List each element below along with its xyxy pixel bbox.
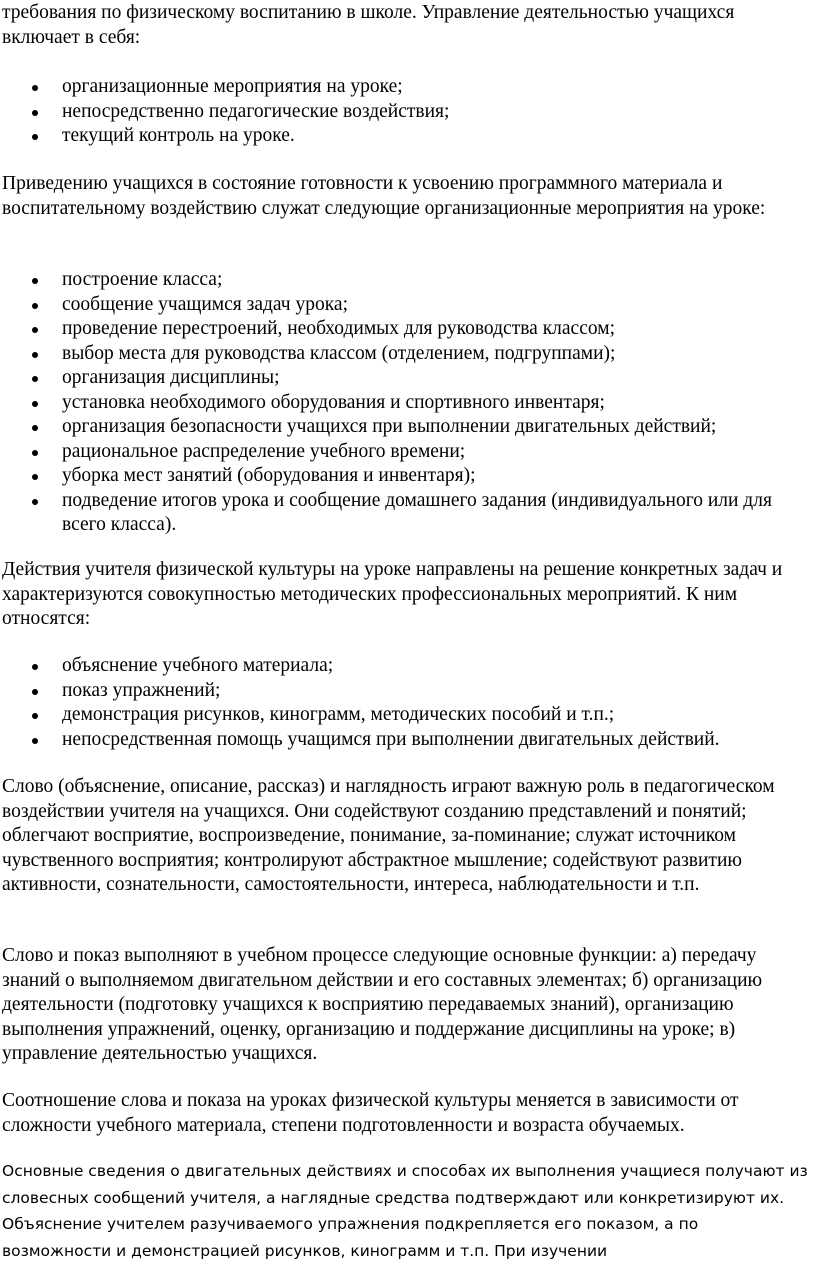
- list-item: сообщение учащимся задач урока;: [2, 293, 808, 318]
- list-item: организационные мероприятия на уроке;: [2, 75, 808, 100]
- teacher-actions-block: [2, 558, 808, 632]
- paragraph-functions: Слово и показ выполняют в учебном процессе следующие основные функции: а) передачу знаний о выполняемом двигательном действии и его составных элементах; б) организацию деятельности (подготовку учащихся к восприятию передаваемых знаний), организацию выполнения упражнений, оценку, организацию и поддержание дисциплины на уроке; в) управление деятельностью учащихся.: [2, 945, 763, 1064]
- word-visual-block: [2, 775, 808, 898]
- paragraph-management: требования по физическому воспитанию в школе. Управление деятельностью учащихся включает в себя:: [2, 2, 735, 48]
- list-item: непосредственно педагогические воздействия;: [2, 100, 808, 125]
- list-item: организация дисциплины;: [2, 366, 808, 391]
- list-item: рациональное распределение учебного времени;: [2, 440, 808, 465]
- list-item: непосредственная помощь учащимся при выполнении двигательных действий.: [2, 728, 808, 753]
- functions-block: [2, 944, 808, 1067]
- list-item: организация безопасности учащихся при выполнении двигательных действий;: [2, 415, 808, 440]
- paragraph-ratio: Соотношение слова и показа на уроках физической культуры меняется в зависимости от сложности учебного материала, степени подготовленности и возраста обучаемых.: [2, 1090, 739, 1136]
- ratio-block: [2, 1089, 808, 1138]
- list-item: текущий контроль на уроке.: [2, 124, 808, 149]
- list-item: уборка мест занятий (оборудования и инвентаря);: [2, 464, 808, 489]
- paragraph-teacher-actions: Действия учителя физической культуры на уроке направлены на решение конкретных задач и характеризуются совокупностью методических профессиональных мероприятий. К ним относятся:: [2, 559, 783, 629]
- list-item: демонстрация рисунков, кинограмм, методических пособий и т.п.;: [2, 703, 808, 728]
- list-item: выбор места для руководства классом (отделением, подгруппами);: [2, 342, 808, 367]
- list-item: показ упражнений;: [2, 679, 808, 704]
- list-item: проведение перестроений, необходимых для руководства классом;: [2, 317, 808, 342]
- list-organization: [2, 268, 808, 538]
- intro-paragraph-block: [2, 1, 808, 50]
- list-item: подведение итогов урока и сообщение домашнего задания (индивидуального или для всего класса).: [2, 489, 808, 538]
- list-item: установка необходимого оборудования и спортивного инвентаря;: [2, 391, 808, 416]
- list-management-block: [2, 75, 808, 149]
- list-item: построение класса;: [2, 268, 808, 293]
- list-item: объяснение учебного материала;: [2, 654, 808, 679]
- list-management: [2, 75, 808, 149]
- list-organization-block: [2, 268, 808, 538]
- paragraph-word-visual: Слово (объяснение, описание, рассказ) и наглядность играют важную роль в педагогическом воздействии учителя на учащихся. Они содействуют созданию представлений и понятий; облегчают восприятие, воспроизведение, понимание, за-поминание; служат источником чувственного восприятия; контролируют абстрактное мышление; содействуют развитию активности, сознательности, самостоятельности, интереса, наблюдательности и т.п.: [2, 776, 775, 895]
- paragraph-basic-info: Основные сведения о двигательных действиях и способах их выполнения учащиеся получают из словесных сообщений учителя, а наглядные средства подтверждают или конкретизируют их. Объяснение учителем разучиваемого упражнения подкрепляется его показом, а по возможности и демонстрацией рисунков, кинограмм и т.п. При изучении: [2, 1162, 808, 1260]
- basic-info-block: [2, 1158, 808, 1264]
- org-paragraph-block: [2, 172, 808, 221]
- paragraph-organization: Приведению учащихся в состояние готовности к усвоению программного материала и воспитательному воздействию служат следующие организационные мероприятия на уроке:: [2, 173, 766, 219]
- list-methods: [2, 654, 808, 752]
- list-methods-block: [2, 654, 808, 752]
